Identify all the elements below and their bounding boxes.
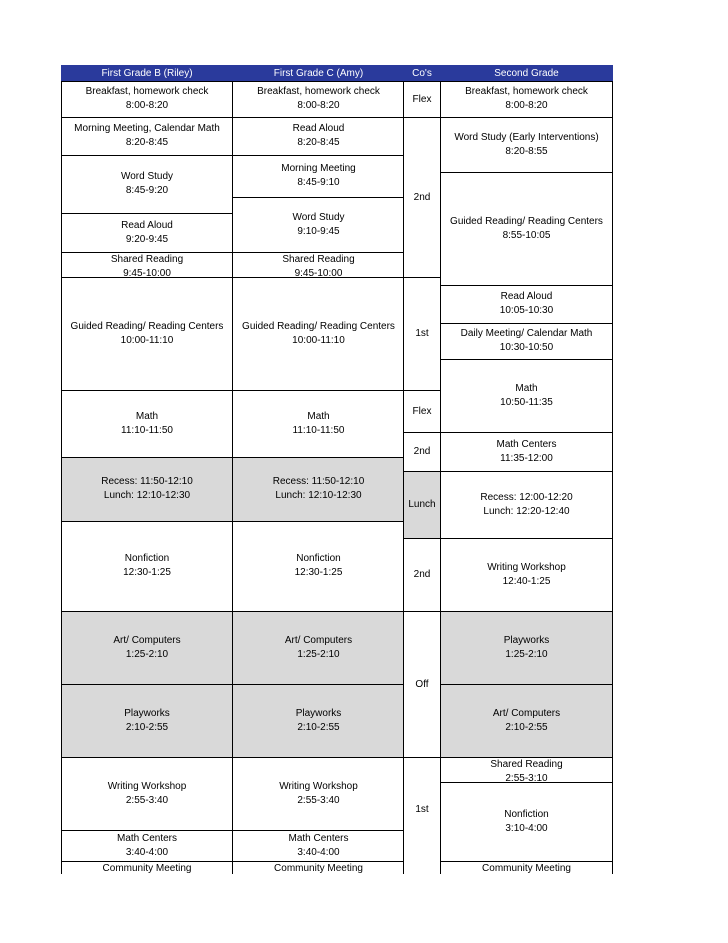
- grid-line-horizontal: [233, 830, 404, 831]
- cell-text: [242, 320, 395, 348]
- schedule-cell: [440, 359, 613, 432]
- cell-text: [86, 85, 209, 113]
- schedule-cell: [61, 757, 233, 830]
- activity-time: 9:45-10:00: [294, 268, 343, 277]
- activity-name: Guided Reading/ Reading Centers: [70, 320, 224, 332]
- grid-line-horizontal: [61, 521, 233, 522]
- cell-text: [282, 253, 354, 277]
- cell-text: [465, 85, 588, 113]
- schedule-cell: [440, 538, 613, 611]
- header-label: First Grade B (Riley): [101, 67, 193, 79]
- cell-text: [285, 634, 352, 662]
- activity-name: Morning Meeting, Calendar Math: [74, 123, 220, 134]
- cell-text: [482, 862, 571, 874]
- grid-line-horizontal: [440, 684, 613, 685]
- activity-time: Lunch: 12:10-12:30: [103, 490, 191, 501]
- grid-line-horizontal: [61, 611, 233, 612]
- header-second-grade: [440, 65, 613, 81]
- grid-line-horizontal: [233, 684, 404, 685]
- activity-name: Writing Workshop: [107, 780, 187, 792]
- cos-cell: [404, 538, 440, 611]
- cos-label: 1st: [415, 328, 429, 339]
- activity-time: 2:10-2:55: [125, 721, 169, 733]
- schedule-cell: [233, 197, 404, 252]
- schedule-cell: [440, 471, 613, 538]
- activity-name: Shared Reading: [282, 254, 355, 265]
- grid-line-horizontal: [61, 213, 233, 214]
- grid-line-horizontal: [440, 782, 613, 783]
- schedule-cell: [440, 81, 613, 117]
- schedule-cell: [233, 521, 404, 611]
- activity-time: 11:35-12:00: [500, 452, 553, 464]
- schedule-cell: [233, 390, 404, 457]
- grid-line-horizontal: [440, 285, 613, 286]
- grid-line-horizontal: [440, 172, 613, 173]
- cell-text: [454, 131, 598, 159]
- activity-name: Read Aloud: [292, 123, 345, 134]
- grid-line-horizontal: [233, 757, 404, 758]
- activity-name: Math: [307, 410, 330, 422]
- cell-text: [279, 780, 358, 808]
- activity-time: 10:30-10:50: [499, 342, 554, 353]
- activity-name: Word Study (Early Interventions): [454, 131, 599, 143]
- cell-text: [108, 780, 187, 808]
- activity-name: Read Aloud: [500, 291, 553, 302]
- grid-line-horizontal: [404, 538, 440, 539]
- activity-time: 12:40-1:25: [502, 575, 551, 587]
- schedule-cell: [233, 81, 404, 117]
- cell-text: [101, 475, 193, 503]
- schedule-cell: [61, 155, 233, 213]
- activity-time: 2:10-2:55: [505, 721, 548, 733]
- cell-text: [296, 707, 342, 735]
- schedule-cell: [233, 830, 404, 861]
- schedule-cell: [61, 684, 233, 757]
- schedule-cell: [233, 611, 404, 684]
- grid-line-horizontal: [61, 757, 233, 758]
- cell-text: [123, 552, 171, 580]
- cos-cell: [404, 757, 440, 861]
- grid-line-horizontal: [404, 471, 440, 472]
- activity-name: Community Meeting: [102, 863, 192, 874]
- cell-text: [500, 382, 553, 410]
- schedule-cell: [440, 757, 613, 782]
- activity-name: Nonfiction: [504, 808, 549, 820]
- cell-text: [496, 438, 556, 466]
- schedule-cell: [440, 323, 613, 359]
- activity-time: 8:55-10:05: [502, 229, 551, 241]
- activity-name: Shared Reading: [110, 254, 184, 265]
- grid-line-horizontal: [61, 457, 233, 458]
- cos-label: Flex: [412, 93, 432, 105]
- activity-name: Nonfiction: [296, 553, 341, 564]
- activity-time: 2:10-2:55: [297, 721, 340, 733]
- activity-time: 2:55-3:40: [297, 794, 340, 806]
- activity-name: Read Aloud: [121, 219, 173, 231]
- grid-line-horizontal: [404, 390, 440, 391]
- grid-line-horizontal: [440, 323, 613, 324]
- schedule-cell: [61, 213, 233, 252]
- activity-time: 3:40-4:00: [125, 846, 169, 858]
- activity-time: 8:20-8:45: [297, 137, 340, 148]
- grid-line-horizontal: [233, 457, 404, 458]
- activity-name: Recess: 11:50-12:10: [101, 476, 193, 487]
- schedule-cell: [61, 117, 233, 155]
- activity-name: Playworks: [503, 634, 550, 646]
- cell-text: [111, 253, 183, 277]
- cos-label: Lunch: [408, 499, 436, 510]
- cos-cell: [404, 117, 440, 277]
- activity-time: Lunch: 12:20-12:40: [483, 505, 570, 517]
- cell-text: [500, 290, 553, 318]
- activity-name: Community Meeting: [482, 863, 571, 874]
- activity-time: 8:20-8:45: [125, 137, 169, 148]
- activity-time: 10:50-11:35: [500, 396, 553, 408]
- cell-text: [493, 707, 560, 735]
- schedule-cell: [440, 684, 613, 757]
- activity-name: Breakfast, homework check: [465, 86, 588, 97]
- activity-time: 11:10-11:50: [121, 424, 173, 436]
- activity-time: 8:00-8:20: [297, 100, 340, 111]
- grid-line-horizontal: [233, 521, 404, 522]
- activity-name: Shared Reading: [490, 759, 563, 770]
- grid-line-horizontal: [440, 757, 613, 758]
- cell-text: [124, 707, 170, 735]
- grid-line-horizontal: [404, 611, 440, 612]
- grid-line-horizontal: [404, 117, 440, 118]
- grid-line-horizontal: [61, 830, 233, 831]
- schedule-cell: [61, 611, 233, 684]
- grid-line-horizontal: [233, 277, 404, 278]
- grid-line-horizontal: [61, 117, 233, 118]
- cell-text: [281, 162, 355, 190]
- cell-text: [490, 758, 562, 782]
- header-label: Second Grade: [494, 67, 559, 79]
- grid-line-horizontal: [440, 471, 613, 472]
- cell-text: [293, 410, 345, 438]
- activity-name: Word Study: [120, 171, 174, 182]
- activity-time: Lunch: 12:10-12:30: [275, 490, 362, 501]
- cell-text: [504, 634, 550, 662]
- activity-name: Recess: 11:50-12:10: [272, 476, 365, 487]
- activity-name: Daily Meeting/ Calendar Math: [460, 328, 593, 339]
- grid-line-horizontal: [233, 390, 404, 391]
- schedule-cell: [440, 782, 613, 861]
- schedule-cell: [61, 277, 233, 390]
- activity-name: Writing Workshop: [487, 561, 566, 573]
- activity-name: Guided Reading/ Reading Centers: [450, 215, 603, 227]
- cell-text: [117, 832, 177, 860]
- cos-label: Flex: [412, 405, 432, 417]
- schedule-cell: [233, 252, 404, 277]
- activity-time: 8:00-8:20: [125, 100, 169, 111]
- schedule-cell: [440, 117, 613, 172]
- activity-name: Playworks: [124, 707, 170, 719]
- activity-name: Art/ Computers: [492, 707, 561, 719]
- schedule-cell: [233, 757, 404, 830]
- activity-time: 3:40-4:00: [297, 846, 340, 858]
- grid-line-horizontal: [440, 117, 613, 118]
- grid-line-horizontal: [233, 155, 404, 156]
- activity-name: Writing Workshop: [279, 780, 358, 792]
- activity-time: 9:10-9:45: [297, 225, 340, 237]
- activity-name: Playworks: [295, 707, 342, 719]
- activity-name: Recess: 12:00-12:20: [480, 491, 573, 503]
- cos-label: 1st: [415, 803, 429, 815]
- grid-line-horizontal: [61, 390, 233, 391]
- activity-time: 10:00-11:10: [120, 334, 174, 346]
- cos-cell: [404, 277, 440, 390]
- grid-line-horizontal: [61, 252, 233, 253]
- schedule-cell: [233, 684, 404, 757]
- grid-line-horizontal: [233, 117, 404, 118]
- schedule-cell: [61, 390, 233, 457]
- grid-line-horizontal: [61, 155, 233, 156]
- activity-time: 8:00-8:20: [505, 100, 548, 111]
- grid-line-horizontal: [61, 684, 233, 685]
- cos-cell: [404, 390, 440, 432]
- header-cos: [404, 65, 440, 81]
- grid-line-horizontal: [440, 359, 613, 360]
- grid-line-horizontal: [233, 252, 404, 253]
- schedule-cell: [233, 155, 404, 197]
- grid-line-vertical: [403, 81, 404, 874]
- schedule-cell: [61, 521, 233, 611]
- grid-line-horizontal: [404, 277, 440, 278]
- cell-text: [113, 634, 180, 662]
- grid-line-horizontal: [233, 197, 404, 198]
- cell-text: [273, 475, 365, 503]
- grid-line-vertical: [232, 81, 233, 874]
- schedule-cell: [440, 432, 613, 471]
- activity-time: 1:25-2:10: [505, 648, 548, 660]
- activity-time: 8:45-9:10: [297, 177, 340, 188]
- cell-text: [274, 862, 363, 874]
- grid-line-vertical: [612, 81, 613, 874]
- schedule-cell: [61, 457, 233, 521]
- grid-line-horizontal: [61, 277, 233, 278]
- cell-text: [295, 552, 343, 580]
- cell-text: [450, 215, 603, 243]
- cell-text: [461, 327, 593, 355]
- cos-label: 2nd: [413, 191, 431, 203]
- grid-line-horizontal: [233, 861, 404, 862]
- cell-text: [121, 170, 173, 198]
- activity-name: Community Meeting: [274, 863, 363, 874]
- schedule-cell: [440, 285, 613, 323]
- cos-label: Off: [415, 678, 429, 690]
- activity-name: Art/ Computers: [284, 634, 353, 646]
- cos-cell: [404, 471, 440, 538]
- activity-name: Math Centers: [288, 832, 349, 844]
- grid-line-horizontal: [404, 757, 440, 758]
- cell-text: [292, 211, 344, 239]
- cell-text: [480, 491, 572, 519]
- activity-time: 2:55-3:40: [125, 794, 169, 806]
- schedule-cell: [440, 611, 613, 684]
- schedule-cell: [233, 861, 404, 874]
- activity-time: 12:30-1:25: [123, 567, 171, 578]
- grid-line-horizontal: [61, 81, 613, 82]
- cos-label: 2nd: [413, 569, 431, 580]
- header-first-grade-b: [61, 65, 233, 81]
- grid-line-horizontal: [61, 861, 233, 862]
- cell-text: [103, 862, 192, 874]
- cos-cell: [404, 81, 440, 117]
- activity-name: Math: [135, 410, 159, 422]
- schedule-cell: [61, 81, 233, 117]
- schedule-cell: [233, 117, 404, 155]
- schedule-cell: [440, 861, 613, 874]
- header-label: First Grade C (Amy): [273, 67, 364, 79]
- activity-name: Guided Reading/ Reading Centers: [242, 320, 395, 332]
- schedule-cell: [233, 457, 404, 521]
- grid-line-horizontal: [440, 611, 613, 612]
- cos-label: 2nd: [413, 446, 431, 457]
- grid-line-vertical: [440, 81, 441, 874]
- activity-name: Breakfast, homework check: [257, 86, 380, 97]
- grid-line-horizontal: [440, 538, 613, 539]
- cell-text: [257, 85, 380, 113]
- cell-text: [121, 410, 173, 438]
- activity-time: 3:10-4:00: [505, 822, 548, 834]
- cell-text: [74, 122, 220, 150]
- activity-name: Morning Meeting: [281, 163, 356, 174]
- cos-cell: [404, 611, 440, 757]
- grid-line-horizontal: [440, 861, 613, 862]
- activity-name: Math: [515, 382, 538, 394]
- grid-line-horizontal: [440, 432, 613, 433]
- activity-name: Nonfiction: [124, 553, 170, 564]
- schedule-cell: [61, 861, 233, 874]
- activity-name: Math Centers: [496, 438, 557, 450]
- activity-time: 8:45-9:20: [125, 185, 169, 196]
- header-first-grade-c: [233, 65, 404, 81]
- grid-line-horizontal: [233, 611, 404, 612]
- activity-time: 9:20-9:45: [125, 233, 169, 245]
- grid-line-horizontal: [404, 432, 440, 433]
- cell-text: [487, 561, 566, 589]
- schedule-cell: [440, 172, 613, 285]
- activity-time: 12:30-1:25: [294, 567, 343, 578]
- activity-time: 10:00-11:10: [292, 334, 345, 346]
- schedule-cell: [233, 277, 404, 390]
- activity-name: Math Centers: [116, 832, 178, 844]
- activity-time: 1:25-2:10: [125, 648, 169, 660]
- activity-time: 10:05-10:30: [499, 305, 554, 316]
- cell-text: [504, 808, 548, 836]
- schedule-cell: [61, 830, 233, 861]
- activity-time: 2:55-3:10: [505, 773, 548, 782]
- grid-line-vertical: [61, 81, 62, 874]
- activity-time: 11:10-11:50: [292, 424, 345, 436]
- activity-time: 1:25-2:10: [297, 648, 340, 660]
- activity-time: 8:20-8:55: [505, 145, 548, 157]
- activity-time: 9:45-10:00: [123, 268, 171, 277]
- cell-text: [121, 219, 173, 247]
- cell-text: [293, 122, 345, 150]
- header-label: Co's: [412, 67, 432, 79]
- activity-name: Breakfast, homework check: [85, 86, 209, 97]
- cell-text: [71, 320, 224, 348]
- cell-text: [288, 832, 348, 860]
- activity-name: Art/ Computers: [113, 634, 181, 646]
- cos-cell: [404, 432, 440, 471]
- activity-name: Word Study: [292, 211, 345, 223]
- schedule-cell: [61, 252, 233, 277]
